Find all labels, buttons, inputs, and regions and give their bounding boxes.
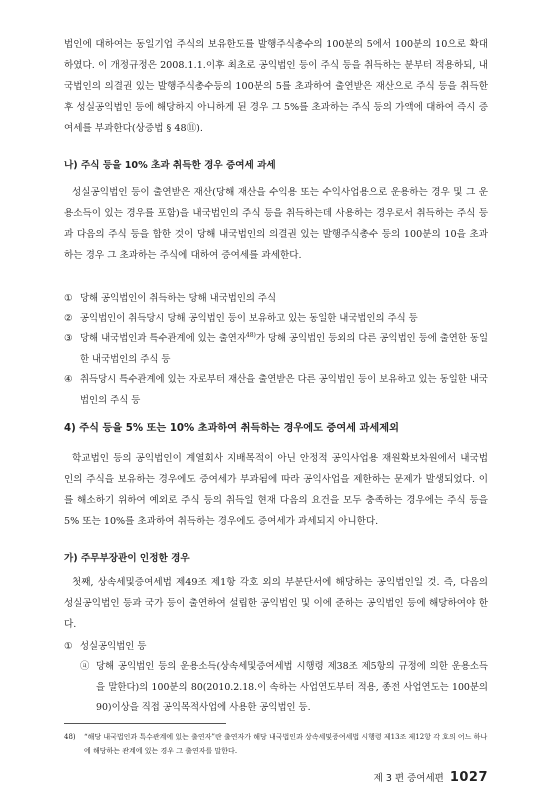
- intro-paragraph: 법인에 대하여는 동일기업 주식의 보유한도를 발행주식총수의 100분의 5에서 100분의 10으로 확대하였다. 이 개정규정은 2008.1.1.이후 최초로 공익법인 등이 주식 등을 취득하는 분부터 적용하되, 내국법인의 의결권 있는 발행주식총수등의 100분의 5를 초과하여 출연받은 재산으로 주식 등을 취득한 후 성실공익법인 등에 해당하지 아니하게 된 경우 그 5%를 초과하는 주식 등의 가액에 대하여 즉시 증여세를 부과한다(상증법 § 48⑪).: [64, 39, 488, 134]
- footnote: 48) “해당 내국법인과 특수관계에 있는 출연자”란 출연자가 해당 내국법인과 상속세및증여세법 시행령 제13조 제12항 각 호의 어느 하나에 해당하는 관계에 있는 경우 그 출연자를 말한다.: [64, 733, 488, 755]
- paragraph-4: 학교법인 등의 공익법인이 계열회사 지배목적이 아닌 안정적 공익사업용 재원확보차원에서 내국법인의 주식을 보유하는 경우에도 증여세가 부과됨에 따라 공익사업을 제한하는 문제가 발생되었다. 이를 해소하기 위하여 예외로 주식 등의 취득일 현재 다음의 요건을 모두 충족하는 경우에는 주식 등을 5% 또는 10%를 초과하여 취득하는 경우에도 증여세가 과세되지 아니한다.: [64, 453, 488, 527]
- list-item: ① 성실공익법인 등: [64, 641, 147, 652]
- sub-list-item: ⓐ 당해 공익법인 등의 운용소득(상속세및증여세법 시행령 제38조 제5항의 규정에 의한 운용소득을 말한다)의 100분의 80(2010.2.18.이 속하는 사업연도부터 적용, 종전 사업연도는 100분의 90)이상을 직접 공익목적사업에 사용한 공익법인 등.: [80, 661, 488, 713]
- chapter-label: 제 3 편 증여세편: [373, 773, 444, 784]
- footnote-ref[interactable]: 48): [245, 331, 256, 339]
- heading-na: 나) 주식 등을 10% 초과 취득한 경우 증여세 과세: [64, 160, 276, 171]
- list-item: ③ 당해 내국법인과 특수관계에 있는 출연자$^{48)}$가 당해 공익법인 등외의 다른 공익법인 등에 출연한 동일한 내국법인의 주식 등: [64, 331, 489, 365]
- footnote-divider: [64, 723, 226, 724]
- paragraph-ga: 첫째, 상속세및증여세법 제49조 제1항 각호 외의 부분단서에 해당하는 공익법인일 것. 즉, 다음의 성실공익법인 등과 국가 등이 출연하여 설립한 공익법인 및 이에 준하는 공익법인 등에 해당하여야 한다.: [64, 577, 488, 630]
- heading-4: 4) 주식 등을 5% 또는 10% 초과하여 취득하는 경우에도 증여세 과세제외: [64, 423, 399, 434]
- page-number: 1027: [449, 770, 488, 785]
- list-item: ② 공익법인이 취득당시 당해 공익법인 등이 보유하고 있는 동일한 내국법인의 주식 등: [64, 313, 418, 324]
- list-item: ① 당해 공익법인이 취득하는 당해 내국법인의 주식: [64, 293, 277, 304]
- list-item: ④ 취득당시 특수관계에 있는 자로부터 재산을 출연받은 다른 공익법인 등이 보유하고 있는 동일한 내국법인의 주식 등: [64, 374, 488, 406]
- page-footer: [374, 770, 488, 785]
- paragraph-na: 성실공익법인 등이 출연받은 재산(당해 재산을 수익용 또는 수익사업용으로 운용하는 경우 및 그 운용소득이 있는 경우를 포함)을 내국법인의 주식 등을 취득하는데 사용하는 경우로서 취득하는 주식 등과 다음의 주식 등을 합한 것이 당해 내국법인의 의결권 있는 발행주식총수 등의 100분의 10을 초과하는 경우 그 초과하는 주식에 대하여 증여세를 과세한다.: [64, 187, 488, 261]
- heading-ga: 가) 주무부장관이 인정한 경우: [64, 553, 190, 564]
